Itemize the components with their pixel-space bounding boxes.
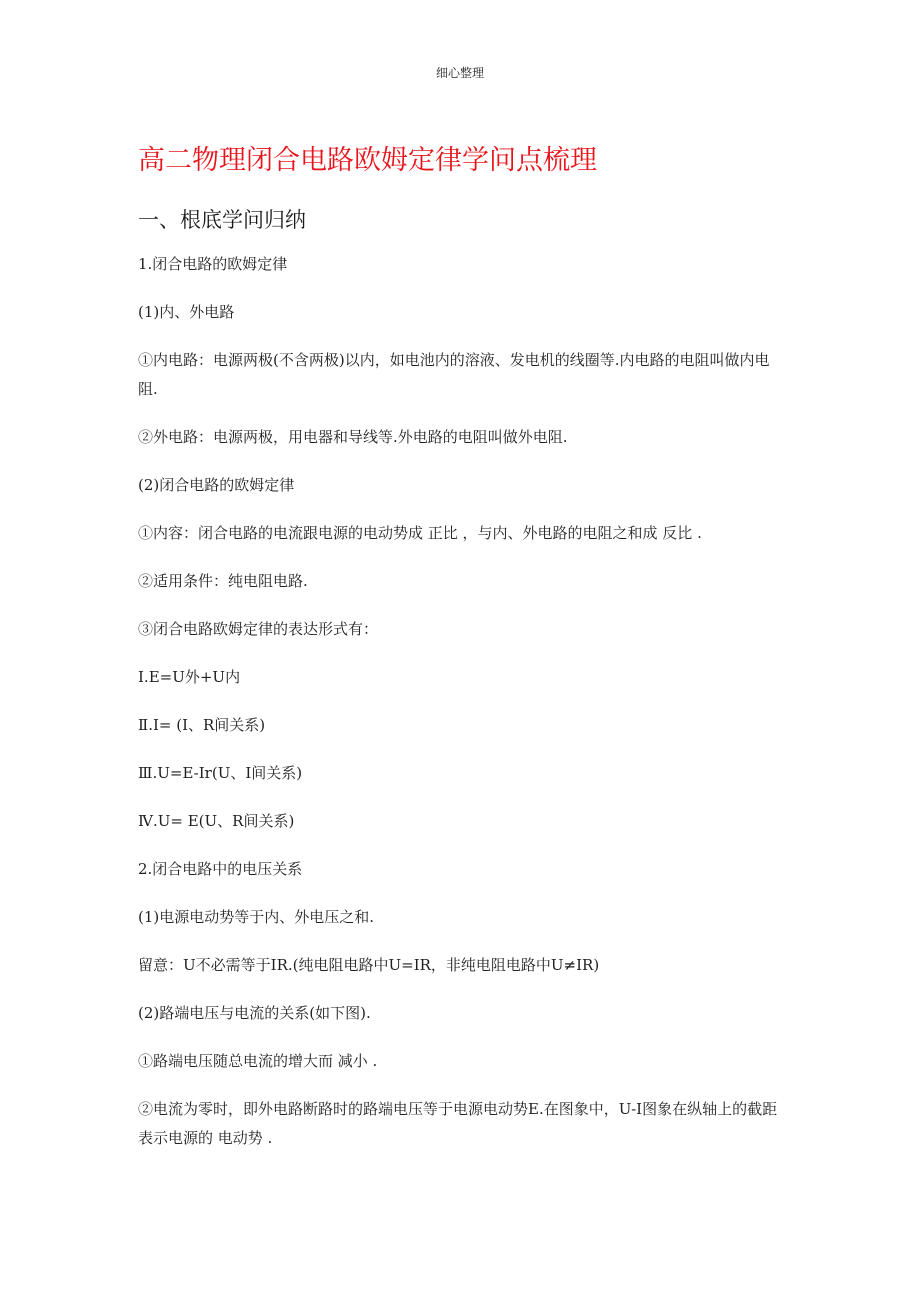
formula-3: Ⅲ.U=E-Ir(U、I间关系) (138, 764, 303, 782)
paragraph-8: ③闭合电路欧姆定律的表达形式有： (138, 620, 379, 638)
formula-1: Ⅰ.E=U外+U内 (138, 668, 241, 686)
paragraph-17: ①路端电压随总电流的增大而 减小 . (138, 1052, 378, 1070)
paragraph-7: ②适用条件：纯电阻电路. (138, 572, 308, 590)
section-heading: 一、根底学问归纳 (138, 208, 306, 232)
paragraph-18: ②电流为零时，即外电路断路时的路端电压等于电源电动势E.在图象中，U-I图象在纵轴上的截距表示电源的 电动势 . (138, 1100, 778, 1147)
formula-4: Ⅳ.U= E(U、R间关系) (138, 812, 295, 830)
formula-2: Ⅱ.I= (I、R间关系) (138, 716, 266, 734)
paragraph-4: ②外电路：电源两极，用电器和导线等.外电路的电阻叫做外电阻. (138, 428, 568, 446)
paragraph-13: 2.闭合电路中的电压关系 (138, 860, 303, 878)
paragraph-2: (1)内、外电路 (138, 303, 235, 321)
paragraph-6: ①内容：闭合电路的电流跟电源的电动势成 正比 ，与内、外电路的电阻之和成 反比 . (138, 524, 702, 542)
paragraph-5: (2)闭合电路的欧姆定律 (138, 476, 295, 494)
paragraph-14: (1)电源电动势等于内、外电压之和. (138, 908, 375, 926)
paragraph-1: 1.闭合电路的欧姆定律 (138, 255, 288, 273)
document-body (138, 250, 788, 1172)
page-header: 细心整理 (435, 66, 484, 80)
document-title: 高二物理闭合电路欧姆定律学问点梳理 (138, 145, 597, 176)
paragraph-16: (2)路端电压与电流的关系(如下图). (138, 1004, 371, 1022)
paragraph-3: ①内电路：电源两极(不含两极)以内，如电池内的溶液、发电机的线圈等.内电路的电阻叫做内电阻. (138, 351, 770, 398)
paragraph-15: 留意：U不必需等于IR.(纯电阻电路中U=IR，非纯电阻电路中U≠IR) (138, 956, 600, 974)
